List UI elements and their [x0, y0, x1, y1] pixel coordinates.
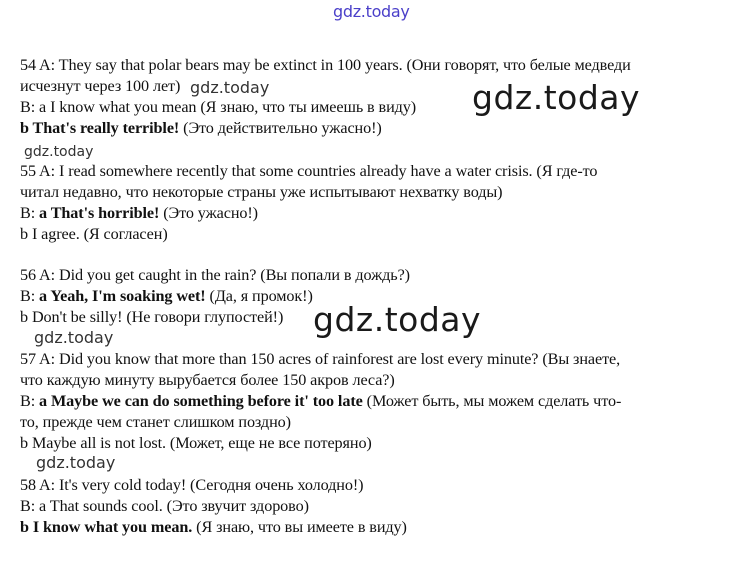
- item-56-answer-b: b Don't be silly! (Не говори глупостей!): [20, 308, 284, 326]
- item-58-answer-b: b I know what you mean. (Я знаю, что вы имеете в виду): [20, 518, 407, 536]
- watermark-small: gdz.today: [36, 453, 116, 472]
- watermark-small: gdz.today: [34, 328, 114, 347]
- item-55-answer-a: B: a That's horrible! (Это ужасно!): [20, 204, 258, 222]
- item-56-line-1: 56 A: Did you get caught in the rain? (Вы попали в дождь?): [20, 266, 410, 284]
- item-57-line-2: что каждую минуту вырубается более 150 акров леса?): [20, 371, 395, 389]
- item-54-answer-b: b That's really terrible! (Это действительно ужасно!): [20, 119, 382, 137]
- item-54-answer-a: B: a I know what you mean (Я знаю, что ты имеешь в виду): [20, 98, 417, 116]
- watermark-large: gdz.today: [472, 78, 641, 117]
- item-54-line-2: исчезнут через 100 лет): [20, 77, 181, 95]
- watermark-small: gdz.today: [24, 144, 94, 160]
- item-55-line-2: читал недавно, что некоторые страны уже испытывают нехватку воды): [20, 183, 503, 201]
- item-57-answer-a: B: a Maybe we can do something before it' too late (Может быть, мы можем сделать что-: [20, 392, 622, 410]
- item-55-answer-b: b I agree. (Я согласен): [20, 225, 168, 243]
- watermark-small: gdz.today: [190, 78, 270, 97]
- item-57-line-1: 57 A: Did you know that more than 150 acres of rainforest are lost every minute? (Вы знаете,: [20, 350, 621, 368]
- item-55-line-1: 55 A: I read somewhere recently that some countries already have a water crisis. (Я где-то: [20, 162, 598, 180]
- item-56-answer-a: B: a Yeah, I'm soaking wet! (Да, я промок!): [20, 287, 313, 305]
- watermark-large: gdz.today: [313, 300, 482, 339]
- item-57-answer-a-cont: то, прежде чем станет слишком поздно): [20, 413, 291, 431]
- item-58-answer-a: B: a That sounds cool. (Это звучит здорово): [20, 497, 309, 515]
- item-57-answer-b: b Maybe all is not lost. (Может, еще не все потеряно): [20, 434, 372, 452]
- item-54-line-1: 54 A: They say that polar bears may be extinct in 100 years. (Они говорят, что белые медведи: [20, 56, 631, 74]
- item-58-line-1: 58 A: It's very cold today! (Сегодня очень холодно!): [20, 476, 364, 494]
- watermark-top: gdz.today: [333, 2, 410, 21]
